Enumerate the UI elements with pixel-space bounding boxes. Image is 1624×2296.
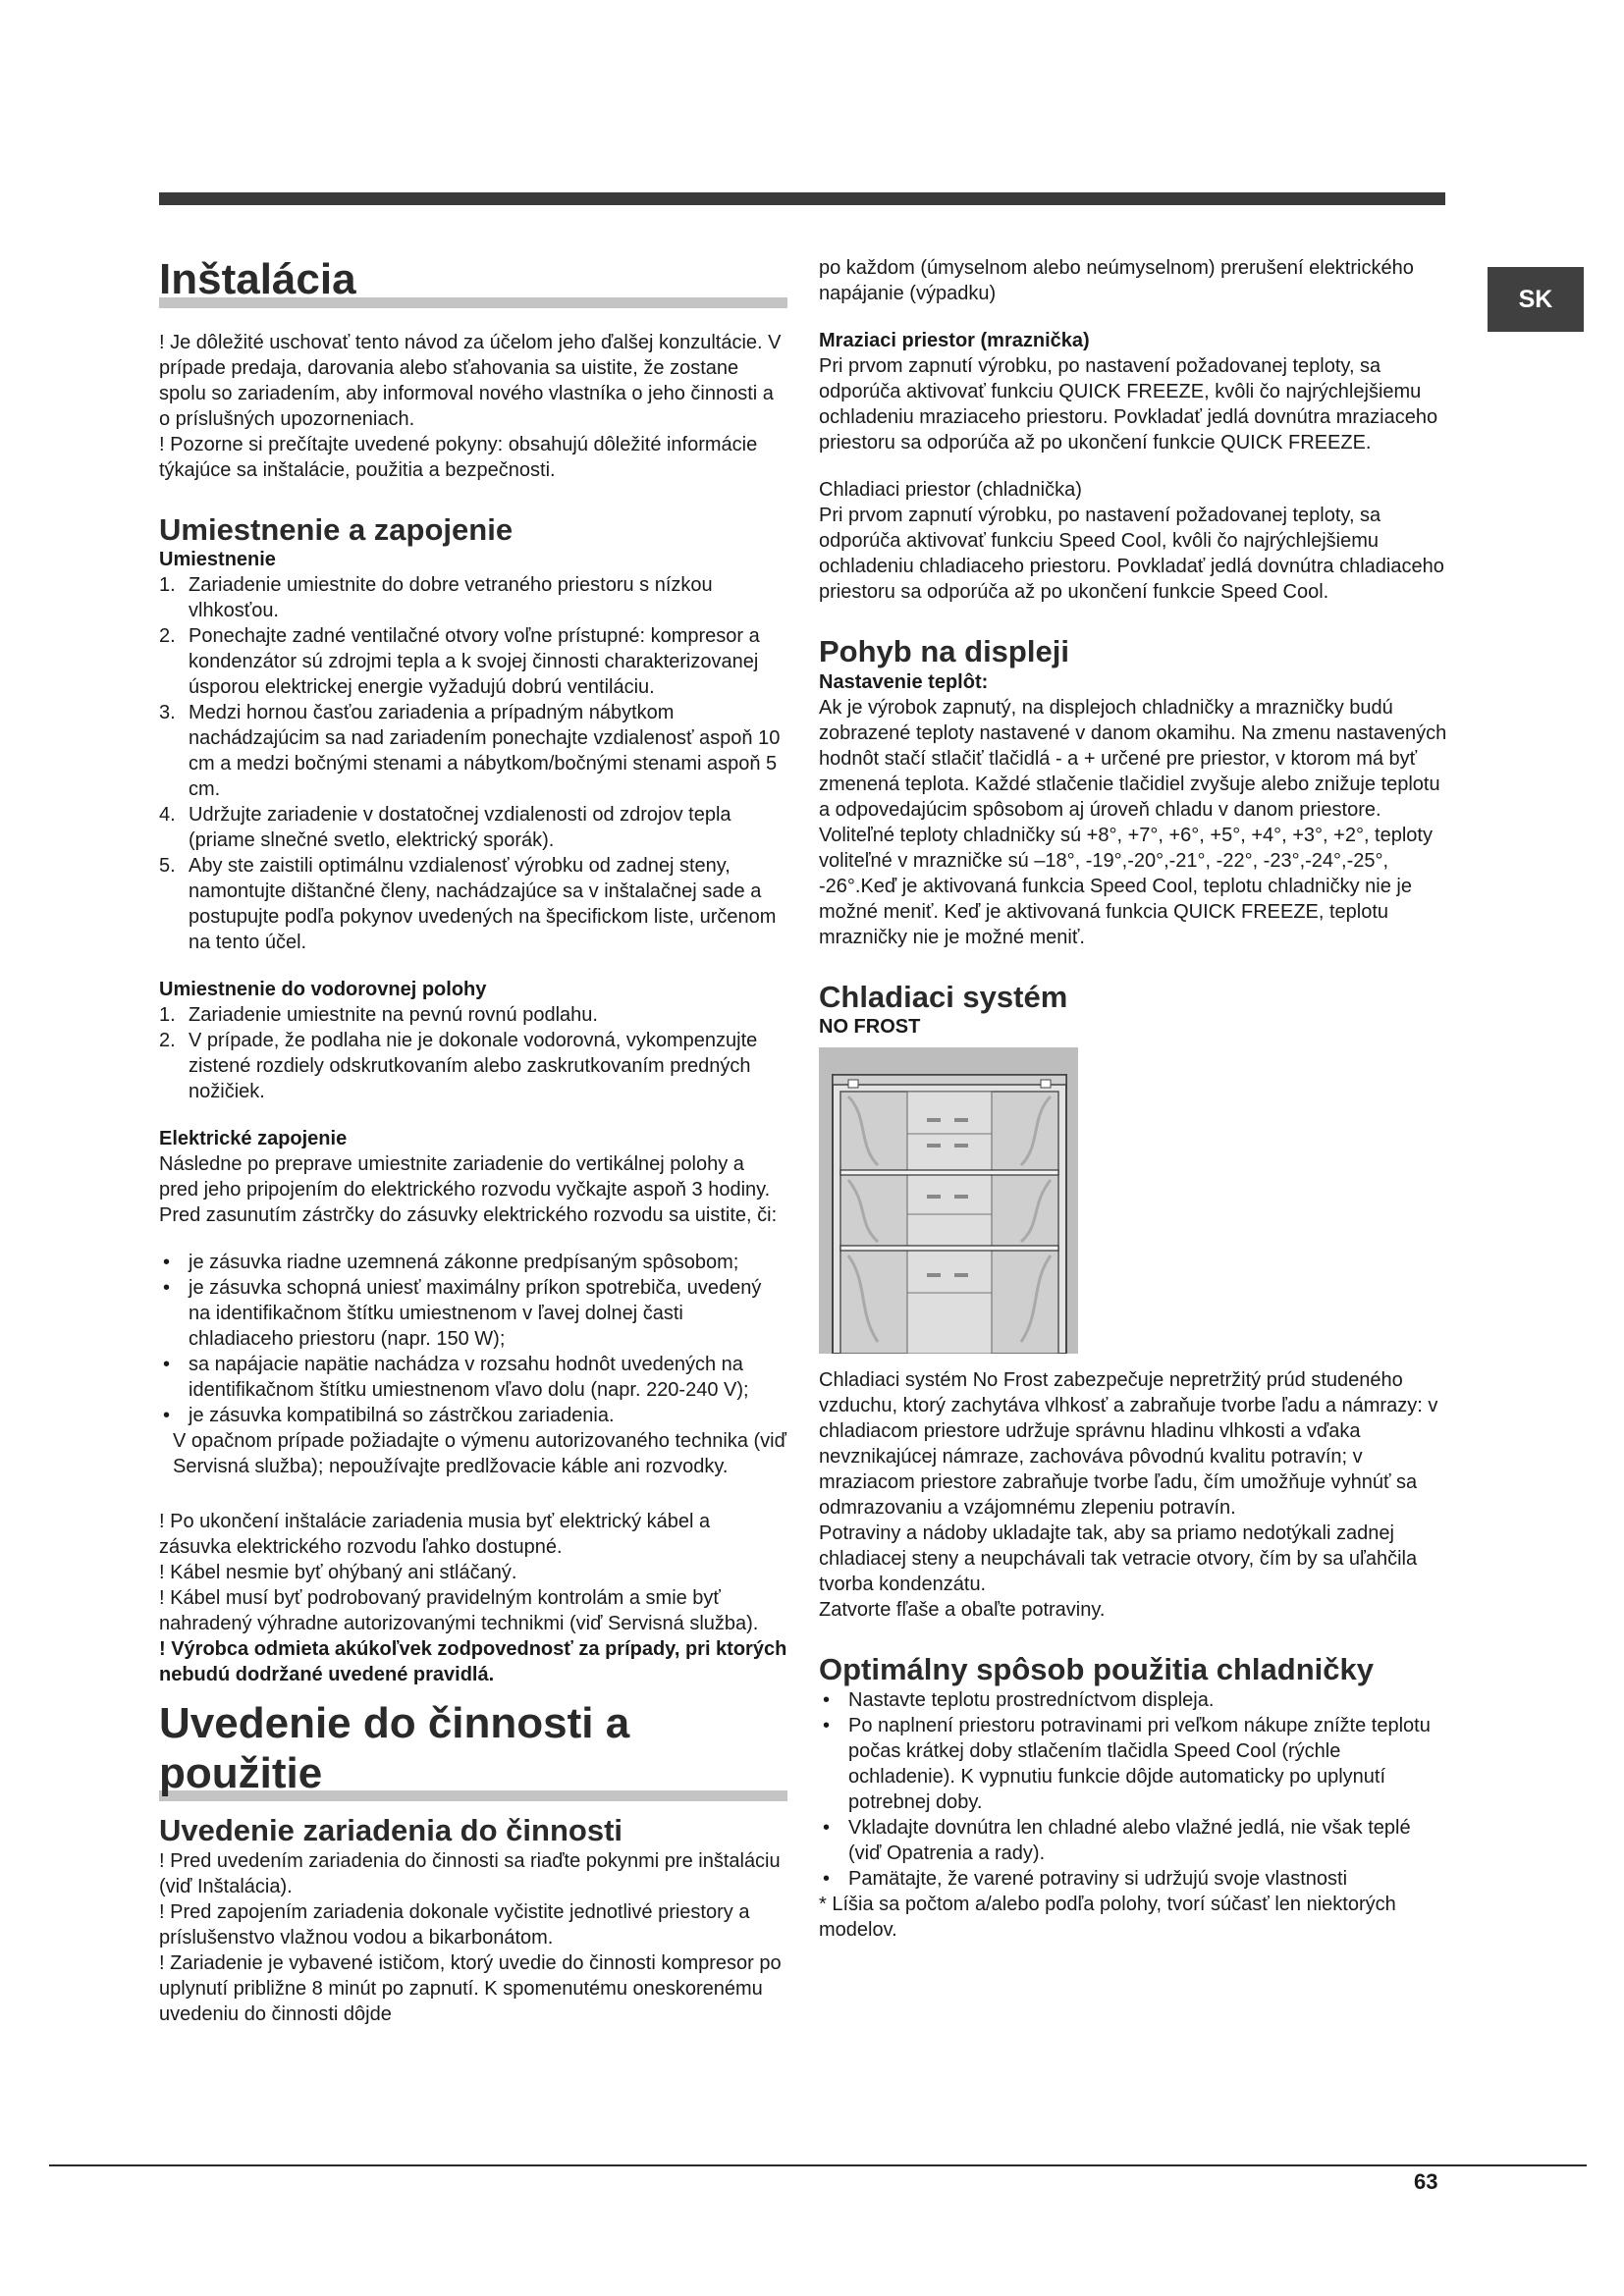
cooling-para-3: Zatvorte fľaše a obaľte potraviny. (819, 1599, 1106, 1622)
cooling-para-1: Chladiaci systém No Frost zabezpečuje nepretržitý prúd studeného vzduchu, ktorý zachytáva vlhkosť a zabraňuje tvorbe ľadu a námrazy: v chladiacom priestore udržuje správnu hladinu vlhkosti a vďaka nevznikajúcej námraze, zachováva pôvodnú kvalitu potravín; v mraziacom priestore zabraňuje tvorbe ľadu, čím umožňuje vyhnúť sa odmrazovaniu a vzájomnému zlepeniu potravín. (819, 1369, 1438, 1520)
continued-para: po každom (úmyselnom alebo neúmyselnom) prerušení elektrického napájanie (výpadku) (819, 257, 1414, 304)
subheading-level: Umiestnenie do vodorovnej polohy (159, 979, 487, 1001)
bottom-rule (49, 2164, 1587, 2166)
start-para-1: ! Pred uvedením zariadenia do činnosti sa riaďte pokynmi pre inštaláciu (viď Inštalácia). (159, 1850, 781, 1898)
electrical-checklist (159, 1250, 787, 1428)
list-item: 5. Aby ste zaistili optimálnu vzdialenosť výrobku od zadnej steny, namontujte dištančné členy, nachádzajúce sa v inštalačnej sade a postupujte podľa pokynov uvedených na špecifickom liste, určenom na tento účel. (159, 855, 777, 954)
list-item: 1. Zariadenie umiestnite na pevnú rovnú podlahu. (159, 1004, 598, 1027)
list-item: 4. Udržujte zariadenie v dostatočnej vzdialenosti od zdrojov tepla (priame slnečné svetlo, elektrický sporák). (159, 804, 731, 852)
subheading-placement: Umiestnenie (159, 549, 276, 571)
display-text: Ak je výrobok zapnutý, na displejoch chladničky a mrazničky budú zobrazené teploty nastavené v danom okamihu. Na zmenu nastavených hodnôt stačí stlačiť tlačidlá - a + určené pre priestor, v ktorom má byť zmenená teplota. Každé stlačenie tlačidiel zvyšuje alebo znižuje teplotu a odpovedajúcim spôsobom aj úroveň chladu v danom priestore. Voliteľné teploty chladničky sú +8°, +7°, +6°, +5°, +4°, +3°, +2°, teploty voliteľné v mrazničke sú –18°, -19°,-20°,-21°, -22°, -23°,-24°,-25°, -26°.Keď je aktivovaná funkcia Speed Cool, teplotu chladničky nie je možné meniť. Keď je aktivovaná funkcia QUICK FREEZE, teplotu mrazničky nie je možné meniť. (819, 696, 1447, 948)
warning-2: ! Kábel nesmie byť ohýbaný ani stláčaný. (159, 1562, 517, 1584)
list-item: • Po naplnení priestoru potravinami pri veľkom nákupe znížte teplotu počas krátkej doby stlačením tlačidla Speed Cool (rýchle ochladenie). K vypnutiu funkcie dôjde automaticky po uplynutí potrebnej doby. (823, 1714, 1431, 1813)
start-para-3: ! Zariadenie je vybavené ističom, ktorý uvedie do činnosti kompresor po uplynutí približne 8 minút po zapnutí. K spomenutému oneskorenému uvedeniu do činnosti dôjde (159, 1952, 782, 2026)
warning-3: ! Kábel musí byť podrobovaný pravidelným kontrolám a smie byť nahradený výhradne autorizovanými technikmi (viď Servisná služba). (159, 1587, 759, 1635)
subheading-electrical: Elektrické zapojenie (159, 1128, 348, 1150)
freezer-text: Pri prvom zapnutí výrobku, po nastavení požadovanej teploty, sa odporúča aktivovať funkciu QUICK FREEZE, kvôli čo najrýchlejšiemu ochladeniu mraziaceho priestoru. Povkladať jedlá dovnútra mraziaceho priestoru sa odporúča až po ukončení funkcie QUICK FREEZE. (819, 355, 1438, 454)
list-item: • je zásuvka kompatibilná so zástrčkou zariadenia. (163, 1405, 615, 1427)
list-item: 1. Zariadenie umiestnite do dobre vetraného priestoru s nízkou vlhkosťou. (159, 574, 713, 622)
heading-freezer: Mraziaci priestor (mraznička) (819, 330, 1090, 351)
intro-para-2: ! Pozorne si prečítajte uvedené pokyny: obsahujú dôležité informácie týkajúce sa inštalácie, použitia a bezpečnosti. (159, 433, 758, 481)
right-column (819, 255, 1447, 1943)
list-item: • je zásuvka riadne uzemnená zákonne predpísaným spôsobom; (163, 1252, 739, 1274)
title-start-use-line2: použitie (159, 1748, 323, 1797)
heading-display: Pohyb na displeji (819, 634, 1069, 668)
subheading-temperature: Nastavenie teplôt: (819, 670, 989, 693)
electrical-intro: Následne po preprave umiestnite zariadenie do vertikálnej polohy a pred jeho pripojením do elektrického rozvodu vyčkajte aspoň 3 hodiny. Pred zasunutím zástrčky do zásuvky elektrického rozvodu sa uistite, či: (159, 1153, 778, 1227)
list-item: • Nastavte teplotu prostredníctvom displeja. (823, 1688, 1215, 1711)
list-item: 3. Medzi hornou časťou zariadenia a prípadným nábytkom nachádzajúcim sa nad zariadením ponechajte vzdialenosť aspoň 10 cm a medzi bočnými stenami a nábytkom/bočnými stenami aspoň 5 cm. (159, 702, 781, 801)
level-list (159, 1002, 787, 1104)
intro-para-1: ! Je dôležité uschovať tento návod za účelom jeho ďalšej konzultácie. V prípade predaja, darovania alebo sťahovania sa uistite, že zostane spolu so zariadením, aby informoval nového vlastníka o jeho činnosti a o príslušných upozorneniach. (159, 331, 782, 430)
heading-fridge: Chladiaci priestor (chladnička) (819, 479, 1082, 501)
fridge-text: Pri prvom zapnutí výrobku, po nastavení požadovanej teploty, sa odporúča aktivovať funkciu Speed Cool, kvôli čo najrýchlejšiemu ochladeniu chladiaceho priestoru. Povkladať jedlá dovnútra chladiaceho priestoru sa odporúča až po ukončení funkcie Speed Cool. (819, 505, 1444, 603)
heading-placement: Umiestnenie a zapojenie (159, 511, 514, 547)
start-para-2: ! Pred zapojením zariadenia dokonale vyčistite jednotlivé priestory a príslušenstvo vlažnou vodou a bikarbonátom. (159, 1901, 750, 1949)
electrical-after: V opačnom prípade požiadajte o výmenu autorizovaného technika (viď Servisná služba); nepoužívajte predlžovacie káble ani rozvodky. (173, 1430, 786, 1478)
list-item: 2. Ponechajte zadné ventilačné otvory voľne prístupné: kompresor a kondenzátor sú zdrojmi tepla a k svojej činnosti charakterizovanej úsporou elektrickej energie vyžadujú dobrú ventiláciu. (159, 625, 760, 699)
list-item: • je zásuvka schopná uniesť maximálny príkon spotrebiča, uvedený na identifikačnom štítku umiestnenom v ľavej dolnej časti chladiaceho priestoru (napr. 150 W); (163, 1277, 762, 1351)
page-number: 63 (1414, 2169, 1438, 2194)
heading-optimal: Optimálny spôsob použitia chladničky (819, 1652, 1374, 1687)
left-column (159, 255, 787, 2027)
title-installation: Inštalácia (159, 255, 356, 303)
language-tab: SK (1488, 267, 1584, 332)
subheading-nofrost: NO FROST (819, 1016, 921, 1039)
footnote: * Líšia sa počtom a/alebo podľa polohy, tvorí súčasť len niektorých modelov. (819, 1893, 1396, 1941)
list-item: • sa napájacie napätie nachádza v rozsahu hodnôt uvedených na identifikačnom štítku umiestnenom vľavo dolu (napr. 220-240 V); (163, 1354, 749, 1402)
list-item: • Pamätajte, že varené potraviny si udržujú svoje vlastnosti (823, 1867, 1348, 1890)
optimal-list (819, 1687, 1447, 1892)
no-frost-diagram (819, 1047, 1078, 1354)
cooling-para-2: Potraviny a nádoby ukladajte tak, aby sa priamo nedotýkali zadnej chladiacej steny a neupchávali tak vetracie otvory, čím by sa uľahčila tvorba kondenzátu. (819, 1522, 1418, 1596)
title-start-use-line1: Uvedenie do činnosti a (159, 1699, 630, 1748)
top-rule (159, 192, 1445, 205)
list-item: • Vkladajte dovnútra len chladné alebo vlažné jedlá, nie však teplé (viď Opatrenia a rady). (823, 1816, 1411, 1864)
warning-bold: ! Výrobca odmieta akúkoľvek zodpovednosť za prípady, pri ktorých nebudú dodržané uvedené pravidlá. (159, 1638, 787, 1686)
heading-start: Uvedenie zariadenia do činnosti (159, 1813, 623, 1848)
list-item: 2. V prípade, že podlaha nie je dokonale vodorovná, vykompenzujte zistené rozdiely odskrutkovaním alebo zaskrutkovaním predných nožičiek. (159, 1030, 758, 1103)
placement-list (159, 572, 787, 955)
warning-1: ! Po ukončení inštalácie zariadenia musia byť elektrický kábel a zásuvka elektrického rozvodu ľahko dostupné. (159, 1511, 711, 1559)
heading-cooling: Chladiaci systém (819, 979, 1068, 1014)
